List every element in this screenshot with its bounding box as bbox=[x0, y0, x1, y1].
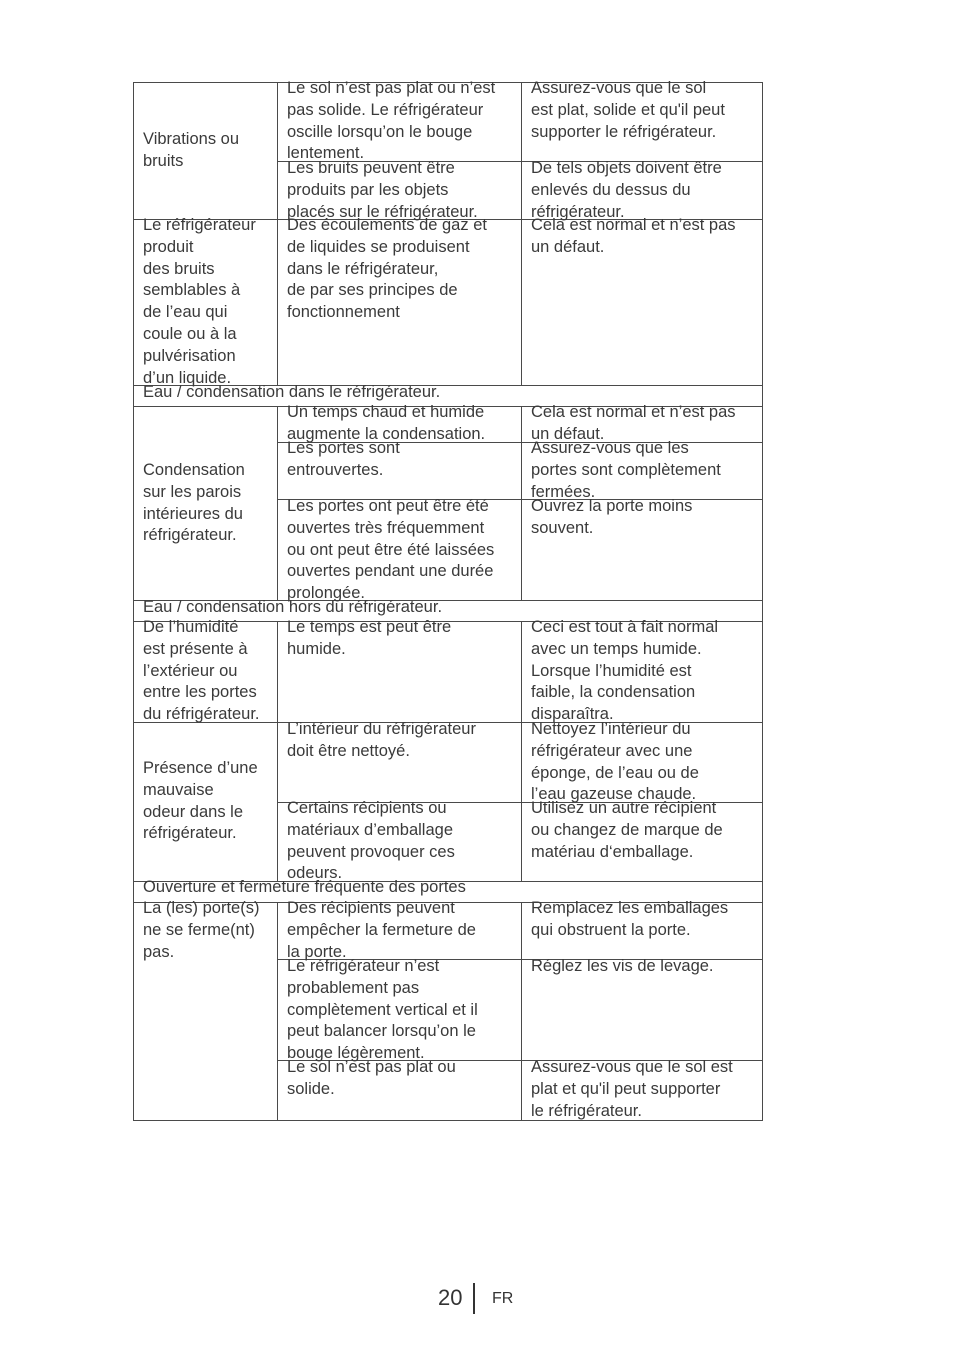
remedy-check-floor: Assurez-vous que le sol est plat et qu'il peut supporter le réfrigérateur. bbox=[531, 1058, 733, 1120]
section-header-condensation-outside: Eau / condensation hors du réfrigérateur. bbox=[143, 598, 443, 616]
page-number: 20 bbox=[438, 1285, 463, 1310]
column-divider bbox=[277, 902, 278, 1120]
column-divider bbox=[521, 621, 522, 881]
symptom-vibrations: Vibrations ou bruits bbox=[143, 130, 240, 170]
remedy-normal-humid: Ceci est tout à fait normal avec un temps humide. Lorsque l’humidité est faible, la condensation disparaîtra. bbox=[531, 618, 719, 724]
cause-not-vertical: Le réfrigérateur n’est probablement pas complètement vertical et il peut balancer lorsqu’on le bouge légèrement. bbox=[287, 957, 478, 1063]
cause-hot-humid-weather: Un temps chaud et humide augmente la condensation. bbox=[287, 403, 486, 443]
column-divider bbox=[521, 82, 522, 385]
remedy-adjust-feet: Réglez les vis de levage. bbox=[531, 957, 714, 975]
remedy-normal: Cela est normal et n’est pas un défaut. bbox=[531, 403, 736, 443]
cause-doors-opened-often: Les portes ont peut être été ouvertes très fréquemment ou ont peut être été laissées ouvertes pendant une durée prolongée. bbox=[287, 497, 495, 603]
cause-needs-cleaning: L’intérieur du réfrigérateur doit être nettoyé. bbox=[287, 720, 476, 760]
footer-divider bbox=[473, 1283, 475, 1314]
column-divider bbox=[277, 406, 278, 600]
cause-floor-not-level: Le sol n’est pas plat ou solide. bbox=[287, 1058, 456, 1098]
section-header-condensation-inside: Eau / condensation dans le réfrigérateur. bbox=[143, 383, 441, 401]
remedy-normal: Cela est normal et n’est pas un défaut. bbox=[531, 216, 736, 256]
cause-containers-block-door: Des récipients peuvent empêcher la fermeture de la porte. bbox=[287, 899, 476, 961]
column-divider bbox=[521, 902, 522, 1120]
remedy-remove-objects: De tels objets doivent être enlevés du dessus du réfrigérateur. bbox=[531, 159, 722, 221]
cause-uneven-floor: Le sol n’est pas plat ou n’est pas solide. Le réfrigérateur oscille lorsqu’on le bouge lentement. bbox=[287, 79, 496, 163]
cause-doors-ajar: Les portes sont entrouvertes. bbox=[287, 439, 400, 479]
symptom-humidity: De l’humidité est présente à l’extérieur ou entre les portes du réfrigérateur. bbox=[143, 618, 260, 724]
section-header-doors: Ouverture et fermeture fréquente des portes bbox=[143, 878, 466, 896]
remedy-level-floor: Assurez-vous que le sol est plat, solide et qu'il peut supporter le réfrigérateur. bbox=[531, 79, 725, 141]
column-divider bbox=[521, 406, 522, 600]
table-border-right bbox=[762, 82, 763, 1121]
cause-objects-on-top: Les bruits peuvent être produits par les objets placés sur le réfrigérateur. bbox=[287, 159, 478, 221]
symptom-bad-odour: Présence d’une mauvaise odeur dans le réfrigérateur. bbox=[143, 759, 258, 843]
symptom-condensation: Condensation sur les parois intérieures du réfrigérateur. bbox=[143, 461, 245, 545]
symptom-door-not-closing: La (les) porte(s) ne se ferme(nt) pas. bbox=[143, 899, 260, 961]
language-code: FR bbox=[492, 1290, 514, 1307]
cause-gas-liquid-flow: Des écoulements de gaz et de liquides se produisent dans le réfrigérateur, de par ses principes de fonctionnement bbox=[287, 216, 487, 322]
remedy-close-doors: Assurez-vous que les portes sont complètement fermées. bbox=[531, 439, 721, 501]
remedy-open-less-often: Ouvrez la porte moins souvent. bbox=[531, 497, 693, 537]
table-border-left bbox=[133, 82, 134, 1121]
remedy-clean-interior: Nettoyez l’intérieur du réfrigérateur avec une éponge, de l’eau ou de l’eau gazeuse chaude. bbox=[531, 720, 699, 804]
cause-packaging-odours: Certains récipients ou matériaux d’emballage peuvent provoquer ces odeurs. bbox=[287, 799, 455, 883]
remedy-change-packaging: Utilisez un autre récipient ou changez de marque de matériau d‘emballage. bbox=[531, 799, 723, 861]
column-divider bbox=[277, 82, 278, 385]
symptom-water-noise: Le réfrigérateur produit des bruits semblables à de l’eau qui coule ou à la pulvérisation d’un liquide. bbox=[143, 216, 256, 387]
remedy-replace-packaging: Remplacez les emballages qui obstruent la porte. bbox=[531, 899, 729, 939]
cause-humid-weather: Le temps est peut être humide. bbox=[287, 618, 452, 658]
column-divider bbox=[277, 621, 278, 881]
